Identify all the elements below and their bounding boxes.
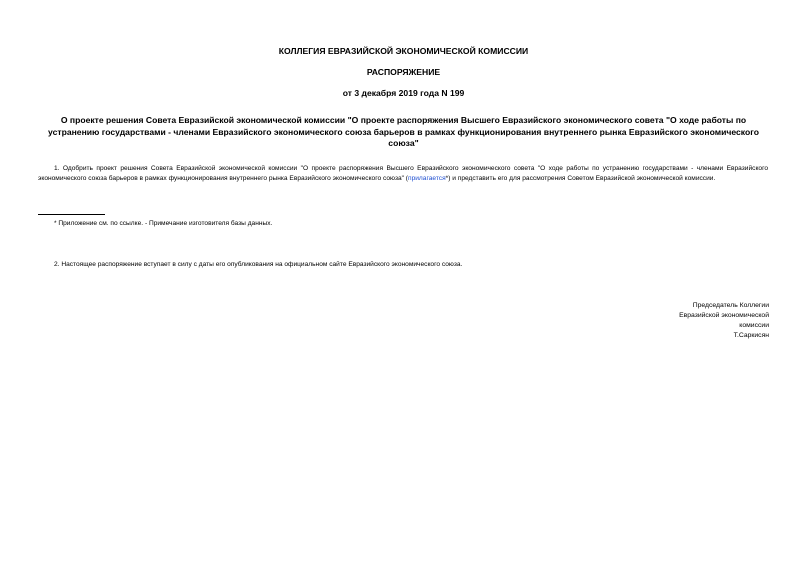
signature-organization-line-2: комиссии: [739, 322, 769, 329]
footnote: * Приложение см. по ссылке. - Примечание изготовителя базы данных.: [54, 220, 273, 227]
paragraph-1-text-after: *) и представить его для рассмотрения Советом Евразийской экономической комиссии.: [445, 174, 716, 182]
document-date: от 3 декабря 2019 года N 199: [342, 88, 465, 98]
document-subject: О проекте решения Совета Евразийской экономической комиссии "О проекте распоряжения Высшего Евразийского экономического совета "О ходе работы по устранению государствами - членами Евразийского экономического союза барьеров в рамках функционирования внутреннего рынка Евразийского экономического союза": [48, 115, 759, 148]
document-type: РАСПОРЯЖЕНИЕ: [366, 67, 441, 77]
footnote-divider: [38, 214, 105, 215]
paragraph-1-text-before: 1. Одобрить проект решения Совета Евразийской экономической комиссии "О проекте распоряжения Высшего Евразийского экономического совета "О ходе работы по устранению государствами - членами Евразийского экономического союза барьеров в рамках функционирования внутреннего рынка Евразийского экономического союза" (: [38, 165, 768, 182]
signature-organization-line: Евразийской экономической: [679, 312, 769, 319]
appendix-link[interactable]: прилагается: [408, 174, 446, 182]
paragraph-2: 2. Настоящее распоряжение вступает в силу с даты его опубликования на официальном сайте Евразийского экономического союза.: [54, 261, 463, 268]
paragraph-1: [38, 164, 768, 183]
signatory-name: Т.Саркисян: [733, 332, 769, 339]
signature-position-line: Председатель Коллегии: [692, 302, 769, 309]
organization-title: КОЛЛЕГИЯ ЕВРАЗИЙСКОЙ ЭКОНОМИЧЕСКОЙ КОМИССИИ: [278, 46, 529, 56]
